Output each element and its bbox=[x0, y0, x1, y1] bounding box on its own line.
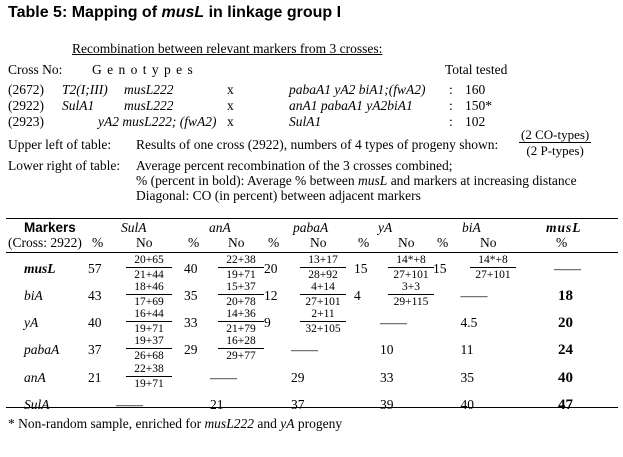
fraction-numerator: 14+36 bbox=[218, 307, 264, 322]
lower-right-line3: Diagonal: CO (in percent) between adjacent markers bbox=[136, 188, 421, 203]
progeny-fraction bbox=[126, 253, 172, 282]
pct-value: 9 bbox=[264, 315, 271, 330]
progeny-fraction bbox=[218, 334, 264, 363]
lower-right-line2: % (percent in bold): Average % between musL and markers at increasing distance bbox=[136, 173, 577, 188]
no-header: No bbox=[398, 235, 415, 250]
row-label-yA: yA bbox=[24, 315, 39, 330]
fraction-numerator: 15+37 bbox=[218, 280, 264, 295]
pct-value: 40 bbox=[184, 261, 198, 276]
table-cell: 39 bbox=[380, 397, 394, 412]
fraction-denominator: 20+78 bbox=[226, 296, 256, 308]
progeny-fraction bbox=[218, 307, 264, 336]
table-cell: —— bbox=[291, 342, 318, 357]
table-title: Table 5: Mapping of musL in linkage group I bbox=[8, 4, 342, 21]
fraction-denominator: 19+71 bbox=[134, 378, 164, 390]
fraction-denominator: 27+101 bbox=[305, 296, 341, 308]
fraction-denominator: 19+71 bbox=[134, 323, 164, 335]
pct-value: 15 bbox=[354, 261, 368, 276]
genotypes-label: G e n o t y p e s bbox=[92, 62, 194, 77]
table-top-rule bbox=[6, 218, 618, 219]
no-header: No bbox=[310, 235, 327, 250]
fraction-denominator: 17+69 bbox=[134, 296, 164, 308]
pct-value: 21 bbox=[88, 370, 102, 385]
table-cell: —— bbox=[210, 370, 237, 385]
column-header-musL: musL bbox=[546, 220, 582, 235]
row-label-anA: anA bbox=[24, 370, 46, 385]
column-header-biA: biA bbox=[462, 220, 481, 235]
pct-value: 40 bbox=[88, 315, 102, 330]
fraction-denominator: 29+77 bbox=[226, 350, 256, 362]
row-label-biA: biA bbox=[24, 288, 43, 303]
fraction-denominator: 27+101 bbox=[475, 269, 511, 281]
pct-value: 35 bbox=[184, 288, 198, 303]
pct-header: % bbox=[358, 235, 370, 250]
fraction-numerator: 3+3 bbox=[388, 280, 434, 295]
cross-header-label: (Cross: 2922) bbox=[8, 235, 82, 250]
pct-value: 33 bbox=[184, 315, 198, 330]
no-header: No bbox=[480, 235, 497, 250]
progeny-fraction bbox=[126, 334, 172, 363]
table-cell: 10 bbox=[380, 342, 394, 357]
fraction-numerator: 22+38 bbox=[218, 253, 264, 268]
upper-left-label: Upper left of table: bbox=[8, 137, 112, 152]
subtitle: Recombination between relevant markers from 3 crosses: bbox=[72, 41, 383, 56]
fraction-numerator: 19+37 bbox=[126, 334, 172, 349]
progeny-fraction bbox=[388, 280, 434, 309]
table-cell: 40 bbox=[460, 397, 474, 412]
row-label-SulA: SulA bbox=[24, 397, 50, 412]
markers-header: Markers bbox=[24, 220, 76, 235]
fraction-denominator: 32+105 bbox=[305, 323, 341, 335]
fraction-numerator: 20+65 bbox=[126, 253, 172, 268]
progeny-fraction bbox=[300, 253, 346, 282]
cross-row: (2922) SulA1 musL222 x anA1 pabaA1 yA2biA1 : 150* bbox=[8, 98, 492, 113]
fraction-numerator: 16+44 bbox=[126, 307, 172, 322]
table-cell: 33 bbox=[380, 370, 394, 385]
table-bottom-rule bbox=[6, 407, 618, 408]
table-cell: 37 bbox=[291, 397, 305, 412]
fraction-numerator: 16+28 bbox=[218, 334, 264, 349]
fraction-denominator: 19+71 bbox=[226, 269, 256, 281]
progeny-fraction bbox=[388, 253, 434, 282]
progeny-fraction bbox=[126, 307, 172, 336]
fraction-numerator: 22+38 bbox=[126, 362, 172, 377]
no-header: No bbox=[228, 235, 245, 250]
no-header: No bbox=[136, 235, 153, 250]
progeny-fraction bbox=[470, 253, 516, 282]
pct-header: % bbox=[188, 235, 200, 250]
fraction-denominator: 26+68 bbox=[134, 350, 164, 362]
cross-row: (2672) T2(I;III) musL222 x pabaA1 yA2 biA1;(fwA2) : 160 bbox=[8, 82, 486, 97]
pct-value: 29 bbox=[184, 342, 198, 357]
fraction-denominator: 21+79 bbox=[226, 323, 256, 335]
progeny-fraction bbox=[126, 280, 172, 309]
progeny-fraction bbox=[300, 307, 346, 336]
column-header-anA: anA bbox=[209, 220, 231, 235]
fraction-numerator: 14*+8 bbox=[388, 253, 434, 268]
progeny-fraction bbox=[218, 280, 264, 309]
upper-left-text: Results of one cross (2922), numbers of 4 types of progeny shown: bbox=[136, 137, 499, 152]
musl-avg-pct: —— bbox=[554, 261, 581, 276]
lower-right-line1: Average percent recombination of the 3 crosses combined; bbox=[136, 158, 453, 173]
musl-avg-pct: 18 bbox=[558, 288, 573, 304]
pct-header: % bbox=[268, 235, 280, 250]
pct-value: 20 bbox=[264, 261, 278, 276]
pct-header: % bbox=[437, 235, 449, 250]
table-cell: 4.5 bbox=[460, 315, 478, 330]
column-header-yA: yA bbox=[378, 220, 393, 235]
progeny-fraction bbox=[218, 253, 264, 282]
lower-right-label: Lower right of table: bbox=[8, 158, 121, 173]
table-cell: 29 bbox=[291, 370, 305, 385]
table-cell: —— bbox=[116, 397, 143, 412]
pct-value: 12 bbox=[264, 288, 278, 303]
total-tested-label: Total tested bbox=[445, 62, 508, 77]
progeny-fraction bbox=[300, 280, 346, 309]
fraction-denominator: 29+115 bbox=[393, 296, 429, 308]
table-cell: 35 bbox=[460, 370, 474, 385]
row-label-musL: musL bbox=[24, 261, 56, 276]
cross-header bbox=[8, 62, 618, 78]
column-header-pabaA: pabaA bbox=[293, 220, 329, 235]
fraction-denominator: 27+101 bbox=[393, 269, 429, 281]
table-cell: 21 bbox=[210, 397, 224, 412]
pct-value: 15 bbox=[433, 261, 447, 276]
co-p-fraction: $\frac{\text{(2 CO-types)}}{\text{(2 P-types)}}$ bbox=[521, 127, 590, 158]
musl-avg-pct: 47 bbox=[558, 397, 573, 413]
fraction-numerator: 13+17 bbox=[300, 253, 346, 268]
pct-value: 4 bbox=[354, 288, 361, 303]
table-cell: —— bbox=[380, 315, 407, 330]
table-cell: 11 bbox=[460, 342, 474, 357]
row-label-pabaA: pabaA bbox=[24, 342, 60, 357]
fraction-numerator: 2+11 bbox=[300, 307, 346, 322]
footnote: * Non-random sample, enriched for musL222 and yA progeny bbox=[8, 416, 343, 431]
pct-header: % bbox=[556, 235, 568, 250]
progeny-fraction bbox=[126, 362, 172, 391]
cross-row: (2923) yA2 musL222; (fwA2) x SulA1 : 102 bbox=[8, 114, 486, 129]
pct-value: 57 bbox=[88, 261, 102, 276]
fraction-denominator: 21+44 bbox=[134, 269, 164, 281]
musl-avg-pct: 20 bbox=[558, 315, 573, 331]
fraction-numerator: 4+14 bbox=[300, 280, 346, 295]
fraction-numerator: 18+46 bbox=[126, 280, 172, 295]
pct-value: 37 bbox=[88, 342, 102, 357]
fraction-numerator: 14*+8 bbox=[470, 253, 516, 268]
pct-header: % bbox=[92, 235, 104, 250]
table-cell: —— bbox=[460, 288, 488, 303]
pct-value: 43 bbox=[88, 288, 102, 303]
musl-avg-pct: 40 bbox=[558, 370, 573, 386]
musl-avg-pct: 24 bbox=[558, 342, 573, 358]
cross-no-label: Cross No: bbox=[8, 62, 63, 77]
column-header-SulA: SulA bbox=[121, 220, 147, 235]
fraction-denominator: 28+92 bbox=[308, 269, 338, 281]
